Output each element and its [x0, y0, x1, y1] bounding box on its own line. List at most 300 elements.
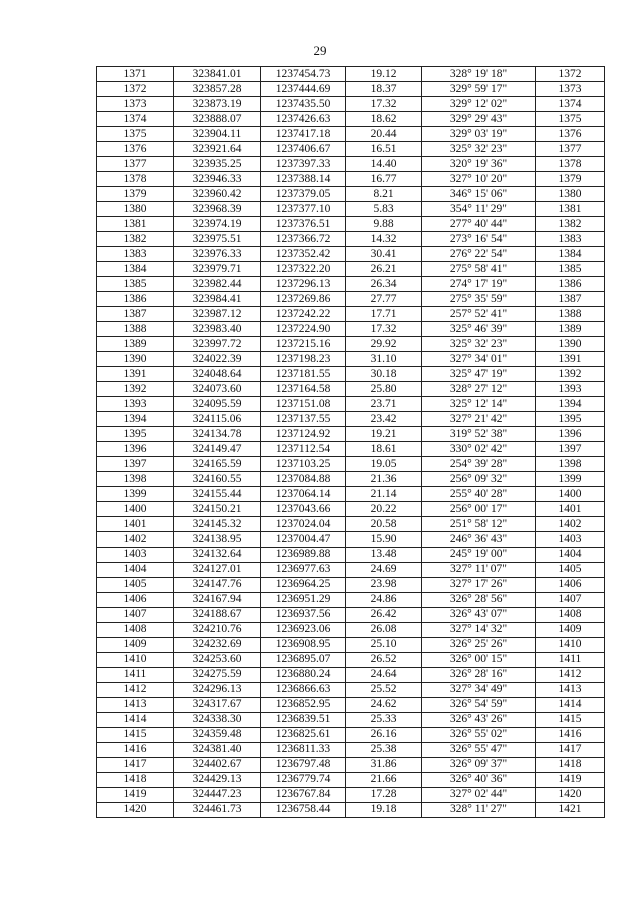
table-row: [97, 352, 605, 367]
table-row: [97, 67, 605, 82]
point-number-cell: 1403: [97, 547, 174, 562]
next-point-cell: 1402: [536, 517, 605, 532]
point-number-cell: 1373: [97, 97, 174, 112]
next-point-cell: 1397: [536, 442, 605, 457]
point-number-cell: 1375: [97, 127, 174, 142]
distance-cell: 24.86: [346, 592, 422, 607]
x-coordinate-cell: 324155.44: [174, 487, 261, 502]
y-coordinate-cell: 1236964.25: [261, 577, 346, 592]
bearing-cell: 245° 19' 00": [422, 547, 536, 562]
table-row: [97, 232, 605, 247]
bearing-cell: 328° 11' 27": [422, 802, 536, 817]
table-row: [97, 382, 605, 397]
table-row: [97, 157, 605, 172]
y-coordinate-cell: 1237406.67: [261, 142, 346, 157]
bearing-cell: 325° 32' 23": [422, 337, 536, 352]
bearing-cell: 274° 17' 19": [422, 277, 536, 292]
y-coordinate-cell: 1236811.33: [261, 742, 346, 757]
table-row: [97, 472, 605, 487]
y-coordinate-cell: 1237004.47: [261, 532, 346, 547]
table-row: [97, 292, 605, 307]
point-number-cell: 1393: [97, 397, 174, 412]
table-row: [97, 622, 605, 637]
table-row: [97, 652, 605, 667]
next-point-cell: 1387: [536, 292, 605, 307]
point-number-cell: 1397: [97, 457, 174, 472]
table-row: [97, 697, 605, 712]
x-coordinate-cell: 324338.30: [174, 712, 261, 727]
distance-cell: 25.33: [346, 712, 422, 727]
y-coordinate-cell: 1237322.20: [261, 262, 346, 277]
y-coordinate-cell: 1237242.22: [261, 307, 346, 322]
x-coordinate-cell: 323979.71: [174, 262, 261, 277]
next-point-cell: 1404: [536, 547, 605, 562]
bearing-cell: 327° 14' 32": [422, 622, 536, 637]
distance-cell: 15.90: [346, 532, 422, 547]
y-coordinate-cell: 1237379.05: [261, 187, 346, 202]
point-number-cell: 1405: [97, 577, 174, 592]
x-coordinate-cell: 324359.48: [174, 727, 261, 742]
point-number-cell: 1420: [97, 802, 174, 817]
bearing-cell: 354° 11' 29": [422, 202, 536, 217]
x-coordinate-cell: 323974.19: [174, 217, 261, 232]
next-point-cell: 1403: [536, 532, 605, 547]
bearing-cell: 329° 12' 02": [422, 97, 536, 112]
next-point-cell: 1374: [536, 97, 605, 112]
table-row: [97, 367, 605, 382]
table-row: [97, 397, 605, 412]
bearing-cell: 326° 55' 47": [422, 742, 536, 757]
y-coordinate-cell: 1237124.92: [261, 427, 346, 442]
point-number-cell: 1399: [97, 487, 174, 502]
point-number-cell: 1380: [97, 202, 174, 217]
table-row: [97, 322, 605, 337]
table-row: [97, 442, 605, 457]
point-number-cell: 1390: [97, 352, 174, 367]
bearing-cell: 276° 22' 54": [422, 247, 536, 262]
y-coordinate-cell: 1237388.14: [261, 172, 346, 187]
x-coordinate-cell: 324048.64: [174, 367, 261, 382]
next-point-cell: 1411: [536, 652, 605, 667]
bearing-cell: 275° 58' 41": [422, 262, 536, 277]
distance-cell: 18.61: [346, 442, 422, 457]
x-coordinate-cell: 324296.13: [174, 682, 261, 697]
point-number-cell: 1388: [97, 322, 174, 337]
y-coordinate-cell: 1236852.95: [261, 697, 346, 712]
next-point-cell: 1412: [536, 667, 605, 682]
y-coordinate-cell: 1236797.48: [261, 757, 346, 772]
bearing-cell: 325° 46' 39": [422, 322, 536, 337]
table-row: [97, 97, 605, 112]
y-coordinate-cell: 1237043.66: [261, 502, 346, 517]
table-row: [97, 487, 605, 502]
point-number-cell: 1374: [97, 112, 174, 127]
bearing-cell: 325° 47' 19": [422, 367, 536, 382]
next-point-cell: 1420: [536, 787, 605, 802]
bearing-cell: 330° 02' 42": [422, 442, 536, 457]
point-number-cell: 1378: [97, 172, 174, 187]
point-number-cell: 1381: [97, 217, 174, 232]
next-point-cell: 1382: [536, 217, 605, 232]
distance-cell: 20.58: [346, 517, 422, 532]
table-row: [97, 667, 605, 682]
x-coordinate-cell: 323904.11: [174, 127, 261, 142]
y-coordinate-cell: 1236951.29: [261, 592, 346, 607]
distance-cell: 30.18: [346, 367, 422, 382]
table-row: [97, 82, 605, 97]
y-coordinate-cell: 1236937.56: [261, 607, 346, 622]
table-row: [97, 802, 605, 817]
distance-cell: 13.48: [346, 547, 422, 562]
bearing-cell: 327° 10' 20": [422, 172, 536, 187]
bearing-cell: 277° 40' 44": [422, 217, 536, 232]
next-point-cell: 1413: [536, 682, 605, 697]
y-coordinate-cell: 1237426.63: [261, 112, 346, 127]
distance-cell: 25.10: [346, 637, 422, 652]
point-number-cell: 1418: [97, 772, 174, 787]
x-coordinate-cell: 323841.01: [174, 67, 261, 82]
bearing-cell: 273° 16' 54": [422, 232, 536, 247]
x-coordinate-cell: 324188.67: [174, 607, 261, 622]
distance-cell: 31.10: [346, 352, 422, 367]
point-number-cell: 1414: [97, 712, 174, 727]
bearing-cell: 256° 09' 32": [422, 472, 536, 487]
distance-cell: 5.83: [346, 202, 422, 217]
y-coordinate-cell: 1237181.55: [261, 367, 346, 382]
x-coordinate-cell: 324073.60: [174, 382, 261, 397]
table-row: [97, 772, 605, 787]
next-point-cell: 1394: [536, 397, 605, 412]
bearing-cell: 326° 28' 56": [422, 592, 536, 607]
distance-cell: 19.12: [346, 67, 422, 82]
table-row: [97, 247, 605, 262]
distance-cell: 23.42: [346, 412, 422, 427]
next-point-cell: 1417: [536, 742, 605, 757]
x-coordinate-cell: 323976.33: [174, 247, 261, 262]
x-coordinate-cell: 324253.60: [174, 652, 261, 667]
y-coordinate-cell: 1237103.25: [261, 457, 346, 472]
point-number-cell: 1391: [97, 367, 174, 382]
point-number-cell: 1385: [97, 277, 174, 292]
point-number-cell: 1389: [97, 337, 174, 352]
table-row: [97, 727, 605, 742]
x-coordinate-cell: 323975.51: [174, 232, 261, 247]
y-coordinate-cell: 1236989.88: [261, 547, 346, 562]
point-number-cell: 1396: [97, 442, 174, 457]
y-coordinate-cell: 1236758.44: [261, 802, 346, 817]
next-point-cell: 1390: [536, 337, 605, 352]
bearing-cell: 256° 00' 17": [422, 502, 536, 517]
x-coordinate-cell: 324147.76: [174, 577, 261, 592]
x-coordinate-cell: 324402.67: [174, 757, 261, 772]
table-row: [97, 127, 605, 142]
point-number-cell: 1408: [97, 622, 174, 637]
bearing-cell: 326° 54' 59": [422, 697, 536, 712]
table-row: [97, 742, 605, 757]
y-coordinate-cell: 1237454.73: [261, 67, 346, 82]
bearing-cell: 328° 27' 12": [422, 382, 536, 397]
point-number-cell: 1398: [97, 472, 174, 487]
distance-cell: 8.21: [346, 187, 422, 202]
point-number-cell: 1394: [97, 412, 174, 427]
y-coordinate-cell: 1236839.51: [261, 712, 346, 727]
x-coordinate-cell: 324138.95: [174, 532, 261, 547]
x-coordinate-cell: 323984.41: [174, 292, 261, 307]
table-row: [97, 412, 605, 427]
bearing-cell: 326° 40' 36": [422, 772, 536, 787]
bearing-cell: 325° 32' 23": [422, 142, 536, 157]
table-row: [97, 217, 605, 232]
next-point-cell: 1407: [536, 592, 605, 607]
bearing-cell: 246° 36' 43": [422, 532, 536, 547]
x-coordinate-cell: 323960.42: [174, 187, 261, 202]
distance-cell: 9.88: [346, 217, 422, 232]
x-coordinate-cell: 324167.94: [174, 592, 261, 607]
table-row: [97, 337, 605, 352]
y-coordinate-cell: 1237269.86: [261, 292, 346, 307]
y-coordinate-cell: 1237112.54: [261, 442, 346, 457]
point-number-cell: 1377: [97, 157, 174, 172]
next-point-cell: 1372: [536, 67, 605, 82]
next-point-cell: 1375: [536, 112, 605, 127]
bearing-cell: 346° 15' 06": [422, 187, 536, 202]
point-number-cell: 1407: [97, 607, 174, 622]
y-coordinate-cell: 1236908.95: [261, 637, 346, 652]
y-coordinate-cell: 1237084.88: [261, 472, 346, 487]
x-coordinate-cell: 324150.21: [174, 502, 261, 517]
distance-cell: 16.77: [346, 172, 422, 187]
bearing-cell: 327° 02' 44": [422, 787, 536, 802]
distance-cell: 19.05: [346, 457, 422, 472]
point-number-cell: 1395: [97, 427, 174, 442]
next-point-cell: 1392: [536, 367, 605, 382]
coordinates-table-body: [97, 67, 605, 818]
bearing-cell: 326° 00' 15": [422, 652, 536, 667]
x-coordinate-cell: 324210.76: [174, 622, 261, 637]
bearing-cell: 255° 40' 28": [422, 487, 536, 502]
point-number-cell: 1419: [97, 787, 174, 802]
y-coordinate-cell: 1236825.61: [261, 727, 346, 742]
next-point-cell: 1396: [536, 427, 605, 442]
next-point-cell: 1389: [536, 322, 605, 337]
table-row: [97, 757, 605, 772]
point-number-cell: 1383: [97, 247, 174, 262]
distance-cell: 25.52: [346, 682, 422, 697]
y-coordinate-cell: 1237397.33: [261, 157, 346, 172]
next-point-cell: 1379: [536, 172, 605, 187]
next-point-cell: 1386: [536, 277, 605, 292]
bearing-cell: 275° 35' 59": [422, 292, 536, 307]
next-point-cell: 1421: [536, 802, 605, 817]
x-coordinate-cell: 323888.07: [174, 112, 261, 127]
bearing-cell: 325° 12' 14": [422, 397, 536, 412]
table-row: [97, 577, 605, 592]
distance-cell: 25.38: [346, 742, 422, 757]
point-number-cell: 1384: [97, 262, 174, 277]
distance-cell: 24.62: [346, 697, 422, 712]
distance-cell: 18.62: [346, 112, 422, 127]
distance-cell: 26.42: [346, 607, 422, 622]
next-point-cell: 1416: [536, 727, 605, 742]
distance-cell: 17.32: [346, 322, 422, 337]
x-coordinate-cell: 324127.01: [174, 562, 261, 577]
x-coordinate-cell: 323987.12: [174, 307, 261, 322]
y-coordinate-cell: 1236977.63: [261, 562, 346, 577]
table-row: [97, 262, 605, 277]
point-number-cell: 1413: [97, 697, 174, 712]
x-coordinate-cell: 323921.64: [174, 142, 261, 157]
bearing-cell: 327° 34' 01": [422, 352, 536, 367]
distance-cell: 19.18: [346, 802, 422, 817]
table-row: [97, 682, 605, 697]
bearing-cell: 326° 55' 02": [422, 727, 536, 742]
x-coordinate-cell: 324461.73: [174, 802, 261, 817]
x-coordinate-cell: 323997.72: [174, 337, 261, 352]
y-coordinate-cell: 1237366.72: [261, 232, 346, 247]
next-point-cell: 1393: [536, 382, 605, 397]
distance-cell: 26.08: [346, 622, 422, 637]
y-coordinate-cell: 1237377.10: [261, 202, 346, 217]
bearing-cell: 326° 09' 37": [422, 757, 536, 772]
bearing-cell: 254° 39' 28": [422, 457, 536, 472]
distance-cell: 24.64: [346, 667, 422, 682]
distance-cell: 21.14: [346, 487, 422, 502]
table-row: [97, 457, 605, 472]
next-point-cell: 1384: [536, 247, 605, 262]
point-number-cell: 1411: [97, 667, 174, 682]
point-number-cell: 1404: [97, 562, 174, 577]
y-coordinate-cell: 1237024.04: [261, 517, 346, 532]
y-coordinate-cell: 1237224.90: [261, 322, 346, 337]
y-coordinate-cell: 1236895.07: [261, 652, 346, 667]
next-point-cell: 1380: [536, 187, 605, 202]
table-row: [97, 187, 605, 202]
x-coordinate-cell: 324132.64: [174, 547, 261, 562]
x-coordinate-cell: 324429.13: [174, 772, 261, 787]
bearing-cell: 329° 29' 43": [422, 112, 536, 127]
table-row: [97, 787, 605, 802]
x-coordinate-cell: 323982.44: [174, 277, 261, 292]
distance-cell: 21.66: [346, 772, 422, 787]
point-number-cell: 1417: [97, 757, 174, 772]
next-point-cell: 1410: [536, 637, 605, 652]
y-coordinate-cell: 1237198.23: [261, 352, 346, 367]
page-number: 29: [313, 43, 327, 58]
y-coordinate-cell: 1237417.18: [261, 127, 346, 142]
table-row: [97, 547, 605, 562]
next-point-cell: 1409: [536, 622, 605, 637]
table-row: [97, 172, 605, 187]
point-number-cell: 1392: [97, 382, 174, 397]
y-coordinate-cell: 1237164.58: [261, 382, 346, 397]
distance-cell: 26.21: [346, 262, 422, 277]
point-number-cell: 1376: [97, 142, 174, 157]
table-row: [97, 712, 605, 727]
bearing-cell: 257° 52' 41": [422, 307, 536, 322]
bearing-cell: 327° 11' 07": [422, 562, 536, 577]
y-coordinate-cell: 1237215.16: [261, 337, 346, 352]
next-point-cell: 1405: [536, 562, 605, 577]
bearing-cell: 327° 21' 42": [422, 412, 536, 427]
y-coordinate-cell: 1237151.08: [261, 397, 346, 412]
table-row: [97, 112, 605, 127]
point-number-cell: 1386: [97, 292, 174, 307]
next-point-cell: 1399: [536, 472, 605, 487]
bearing-cell: 320° 19' 36": [422, 157, 536, 172]
distance-cell: 31.86: [346, 757, 422, 772]
point-number-cell: 1406: [97, 592, 174, 607]
next-point-cell: 1377: [536, 142, 605, 157]
table-row: [97, 277, 605, 292]
point-number-cell: 1371: [97, 67, 174, 82]
distance-cell: 14.32: [346, 232, 422, 247]
point-number-cell: 1402: [97, 532, 174, 547]
point-number-cell: 1410: [97, 652, 174, 667]
y-coordinate-cell: 1236779.74: [261, 772, 346, 787]
table-row: [97, 562, 605, 577]
distance-cell: 14.40: [346, 157, 422, 172]
next-point-cell: 1419: [536, 772, 605, 787]
next-point-cell: 1395: [536, 412, 605, 427]
table-row: [97, 307, 605, 322]
x-coordinate-cell: 324095.59: [174, 397, 261, 412]
y-coordinate-cell: 1237296.13: [261, 277, 346, 292]
x-coordinate-cell: 324232.69: [174, 637, 261, 652]
next-point-cell: 1414: [536, 697, 605, 712]
bearing-cell: 327° 34' 49": [422, 682, 536, 697]
distance-cell: 25.80: [346, 382, 422, 397]
bearing-cell: 329° 59' 17": [422, 82, 536, 97]
distance-cell: 19.21: [346, 427, 422, 442]
x-coordinate-cell: 324145.32: [174, 517, 261, 532]
bearing-cell: 329° 03' 19": [422, 127, 536, 142]
next-point-cell: 1400: [536, 487, 605, 502]
y-coordinate-cell: 1237137.55: [261, 412, 346, 427]
next-point-cell: 1418: [536, 757, 605, 772]
point-number-cell: 1400: [97, 502, 174, 517]
distance-cell: 27.77: [346, 292, 422, 307]
bearing-cell: 251° 58' 12": [422, 517, 536, 532]
distance-cell: 18.37: [346, 82, 422, 97]
distance-cell: 20.44: [346, 127, 422, 142]
next-point-cell: 1376: [536, 127, 605, 142]
bearing-cell: 326° 43' 07": [422, 607, 536, 622]
y-coordinate-cell: 1236923.06: [261, 622, 346, 637]
table-row: [97, 607, 605, 622]
point-number-cell: 1409: [97, 637, 174, 652]
point-number-cell: 1412: [97, 682, 174, 697]
bearing-cell: 326° 28' 16": [422, 667, 536, 682]
next-point-cell: 1401: [536, 502, 605, 517]
x-coordinate-cell: 324160.55: [174, 472, 261, 487]
point-number-cell: 1416: [97, 742, 174, 757]
bearing-cell: 326° 25' 26": [422, 637, 536, 652]
next-point-cell: 1408: [536, 607, 605, 622]
distance-cell: 17.32: [346, 97, 422, 112]
x-coordinate-cell: 324134.78: [174, 427, 261, 442]
table-row: [97, 517, 605, 532]
next-point-cell: 1385: [536, 262, 605, 277]
table-row: [97, 142, 605, 157]
x-coordinate-cell: 324275.59: [174, 667, 261, 682]
distance-cell: 20.22: [346, 502, 422, 517]
x-coordinate-cell: 323946.33: [174, 172, 261, 187]
table-row: [97, 637, 605, 652]
next-point-cell: 1378: [536, 157, 605, 172]
x-coordinate-cell: 323968.39: [174, 202, 261, 217]
y-coordinate-cell: 1237352.42: [261, 247, 346, 262]
next-point-cell: 1373: [536, 82, 605, 97]
